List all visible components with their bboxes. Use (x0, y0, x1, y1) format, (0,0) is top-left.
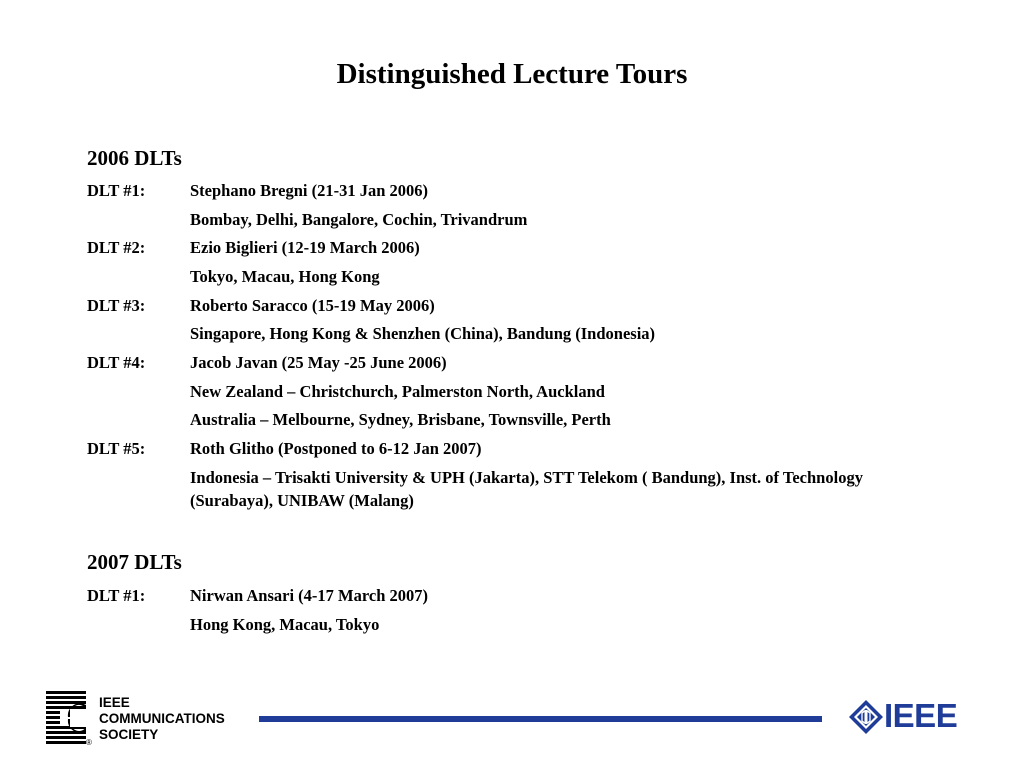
dlt-text: Tokyo, Macau, Hong Kong (190, 267, 380, 286)
dlt-text: Roberto Saracco (15-19 May 2006) (190, 296, 435, 315)
dlt-text: Nirwan Ansari (4-17 March 2007) (190, 586, 429, 605)
footer-divider (259, 716, 822, 722)
dlt-text: Roth Glitho (Postponed to 6-12 Jan 2007) (190, 439, 482, 458)
section-heading-2007: 2007 DLTs (87, 550, 182, 574)
comsoc-logo-text (99, 695, 225, 743)
dlt-label: DLT #4: (87, 353, 146, 372)
dlt-label: DLT #3: (87, 296, 146, 315)
dlt-label: DLT #5: (87, 439, 146, 458)
dlt-text: New Zealand – Christchurch, Palmerston North, Auckland (190, 382, 605, 401)
dlt-text: Hong Kong, Macau, Tokyo (190, 615, 380, 634)
section-heading-2006: 2006 DLTs (87, 146, 182, 170)
dlt-text: Indonesia – Trisakti University & UPH (Jakarta), STT Telekom ( Bandung), Inst. of Technology (Surabaya), UNIBAW (Malang) (190, 468, 863, 510)
dlt-text: Australia – Melbourne, Sydney, Brisbane, Townsville, Perth (190, 410, 611, 429)
dlt-text: Bombay, Delhi, Bangalore, Cochin, Trivandrum (190, 210, 528, 229)
ieee-diamond-icon (848, 699, 884, 735)
ieee-wordmark: IEEE (884, 697, 958, 734)
dlt-label: DLT #1: (87, 181, 146, 200)
dlt-text: Ezio Biglieri (12-19 March 2006) (190, 238, 420, 257)
dlt-text: Jacob Javan (25 May -25 June 2006) (190, 353, 447, 372)
slide-title: Distinguished Lecture Tours (336, 58, 688, 90)
dlt-label: DLT #2: (87, 238, 146, 257)
registered-mark: ® (86, 738, 92, 747)
dlt-text: Stephano Bregni (21-31 Jan 2006) (190, 181, 429, 200)
comsoc-line: SOCIETY (99, 727, 159, 742)
comsoc-line: IEEE (99, 695, 130, 710)
dlt-text: Singapore, Hong Kong & Shenzhen (China), Bandung (Indonesia) (190, 324, 656, 343)
dlt-label: DLT #1: (87, 586, 146, 605)
comsoc-line: COMMUNICATIONS (99, 711, 225, 726)
